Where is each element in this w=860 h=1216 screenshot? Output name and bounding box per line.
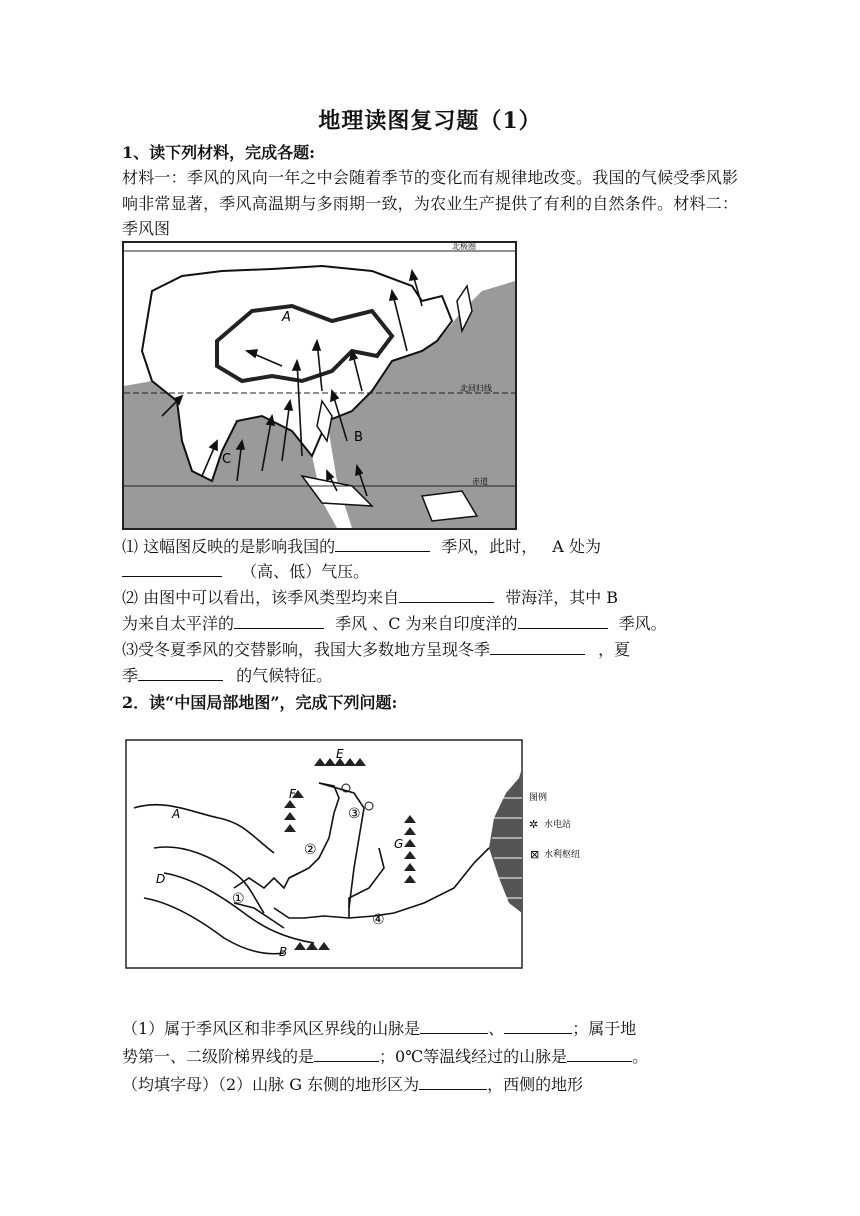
china-map-graphic — [124, 738, 584, 970]
q1-sub2-text-b: 带海洋，其中 B — [505, 588, 619, 607]
q1-sub2-text-a: ⑵ 由图中可以看出，该季风类型均来自 — [122, 588, 400, 607]
q1-answer-blank[interactable] — [490, 639, 585, 655]
label-f: F — [289, 787, 296, 801]
q1-sub1-line1 — [122, 534, 738, 557]
q1-answer-blank[interactable] — [518, 613, 608, 629]
q2-text-3b: ，西侧的地形 — [487, 1075, 584, 1094]
q1-answer-blank[interactable] — [138, 665, 223, 681]
q1-sub3-text-c: 季 — [122, 666, 139, 685]
q2-text-1b: 、 — [488, 1019, 505, 1038]
q1-sub1-line2 — [122, 559, 738, 582]
q1-answer-blank[interactable] — [234, 613, 324, 629]
q1-sub2-text-c: 为来自太平洋的 — [122, 614, 235, 633]
label-num-4: ④ — [372, 912, 385, 928]
q1-answer-blank[interactable] — [122, 561, 222, 577]
hydro-station-icon: ✲ — [529, 818, 539, 831]
q1-sub3-line2 — [122, 663, 738, 686]
q1-sub3-text-a: ⑶受冬夏季风的交替影响，我国大多数地方呈现冬季 — [122, 640, 491, 659]
q1-sub2-line1 — [122, 585, 738, 608]
q2-text-2a: 势第一、二级阶梯界线的是 — [122, 1047, 315, 1066]
q1-sub1-text-c: A 处为 — [552, 537, 601, 556]
label-d: D — [156, 872, 166, 886]
label-num-1: ① — [232, 891, 245, 907]
q2-text-2b: ；0℃等温线经过的山脉是 — [379, 1047, 568, 1066]
q2-answer-blank[interactable] — [567, 1046, 632, 1062]
q1-sub2-text-d: 季风 、C 为来自印度洋的 — [335, 614, 518, 633]
question-1-material: 材料一：季风的风向一年之中会随着季节的变化而有规律地改变。我国的气候受季风影响非常显著，季风高温期与多雨期一致，为农业生产提供了有利的自然条件。材料二：季风图 — [122, 168, 738, 238]
label-num-3: ③ — [348, 806, 361, 822]
label-num-2: ② — [304, 842, 317, 858]
q1-sub1-text-d: （高、低）气压。 — [241, 562, 370, 581]
q2-text-3a: （均填字母）（2）山脉 G 东侧的地形区为 — [122, 1075, 420, 1094]
q2-answer-blank[interactable] — [420, 1018, 488, 1034]
label-a: A — [172, 807, 181, 821]
q2-text-1a: （1）属于季风区和非季风区界线的山脉是 — [122, 1019, 421, 1038]
q2-text-2c: 。 — [632, 1047, 649, 1066]
arctic-label: 北极圈 — [452, 242, 476, 251]
q2-line3 — [122, 1072, 738, 1095]
q1-sub1-text-a: ⑴ 这幅图反映的是影响我国的 — [122, 537, 336, 556]
legend-hydro: 水电站 — [544, 820, 572, 830]
q2-answer-blank[interactable] — [314, 1046, 379, 1062]
monsoon-map — [122, 241, 517, 530]
label-c: C — [222, 452, 232, 467]
q1-answer-blank[interactable] — [399, 587, 494, 603]
q1-sub1-text-b: 季风，此时， — [441, 537, 538, 556]
tropic-label: 北回归线 — [460, 384, 492, 393]
label-e: E — [336, 747, 344, 761]
q1-sub2-text-e: 季风。 — [618, 614, 667, 633]
label-b: B — [354, 430, 363, 445]
label-a: A — [282, 310, 291, 325]
legend-title: 图例 — [529, 793, 548, 803]
legend-dam: 水利枢纽 — [544, 850, 581, 860]
q2-answer-blank[interactable] — [419, 1074, 487, 1090]
q1-sub3-text-b: ，夏 — [598, 640, 631, 659]
q1-answer-blank[interactable] — [335, 536, 430, 552]
q1-sub2-line2 — [122, 611, 738, 634]
china-partial-map — [124, 738, 584, 970]
q2-line2 — [122, 1044, 738, 1067]
dam-icon: ⊠ — [530, 848, 540, 861]
label-g: G — [394, 837, 404, 851]
q1-sub3-text-d: 的气候特征。 — [236, 666, 333, 685]
monsoon-map-graphic — [122, 241, 517, 530]
equator-label: 赤道 — [472, 477, 488, 486]
question-1-heading: 1、读下列材料，完成各题: — [122, 143, 316, 162]
question-2-heading: 2．读“中国局部地图”，完成下列问题: — [122, 693, 398, 712]
q2-answer-blank[interactable] — [504, 1018, 572, 1034]
q1-sub3-line1 — [122, 637, 738, 660]
label-b: B — [279, 945, 288, 959]
page-title: 地理读图复习题（1） — [318, 108, 542, 134]
q2-text-1c: ；属于地 — [572, 1019, 637, 1038]
q2-line1 — [122, 1016, 738, 1039]
